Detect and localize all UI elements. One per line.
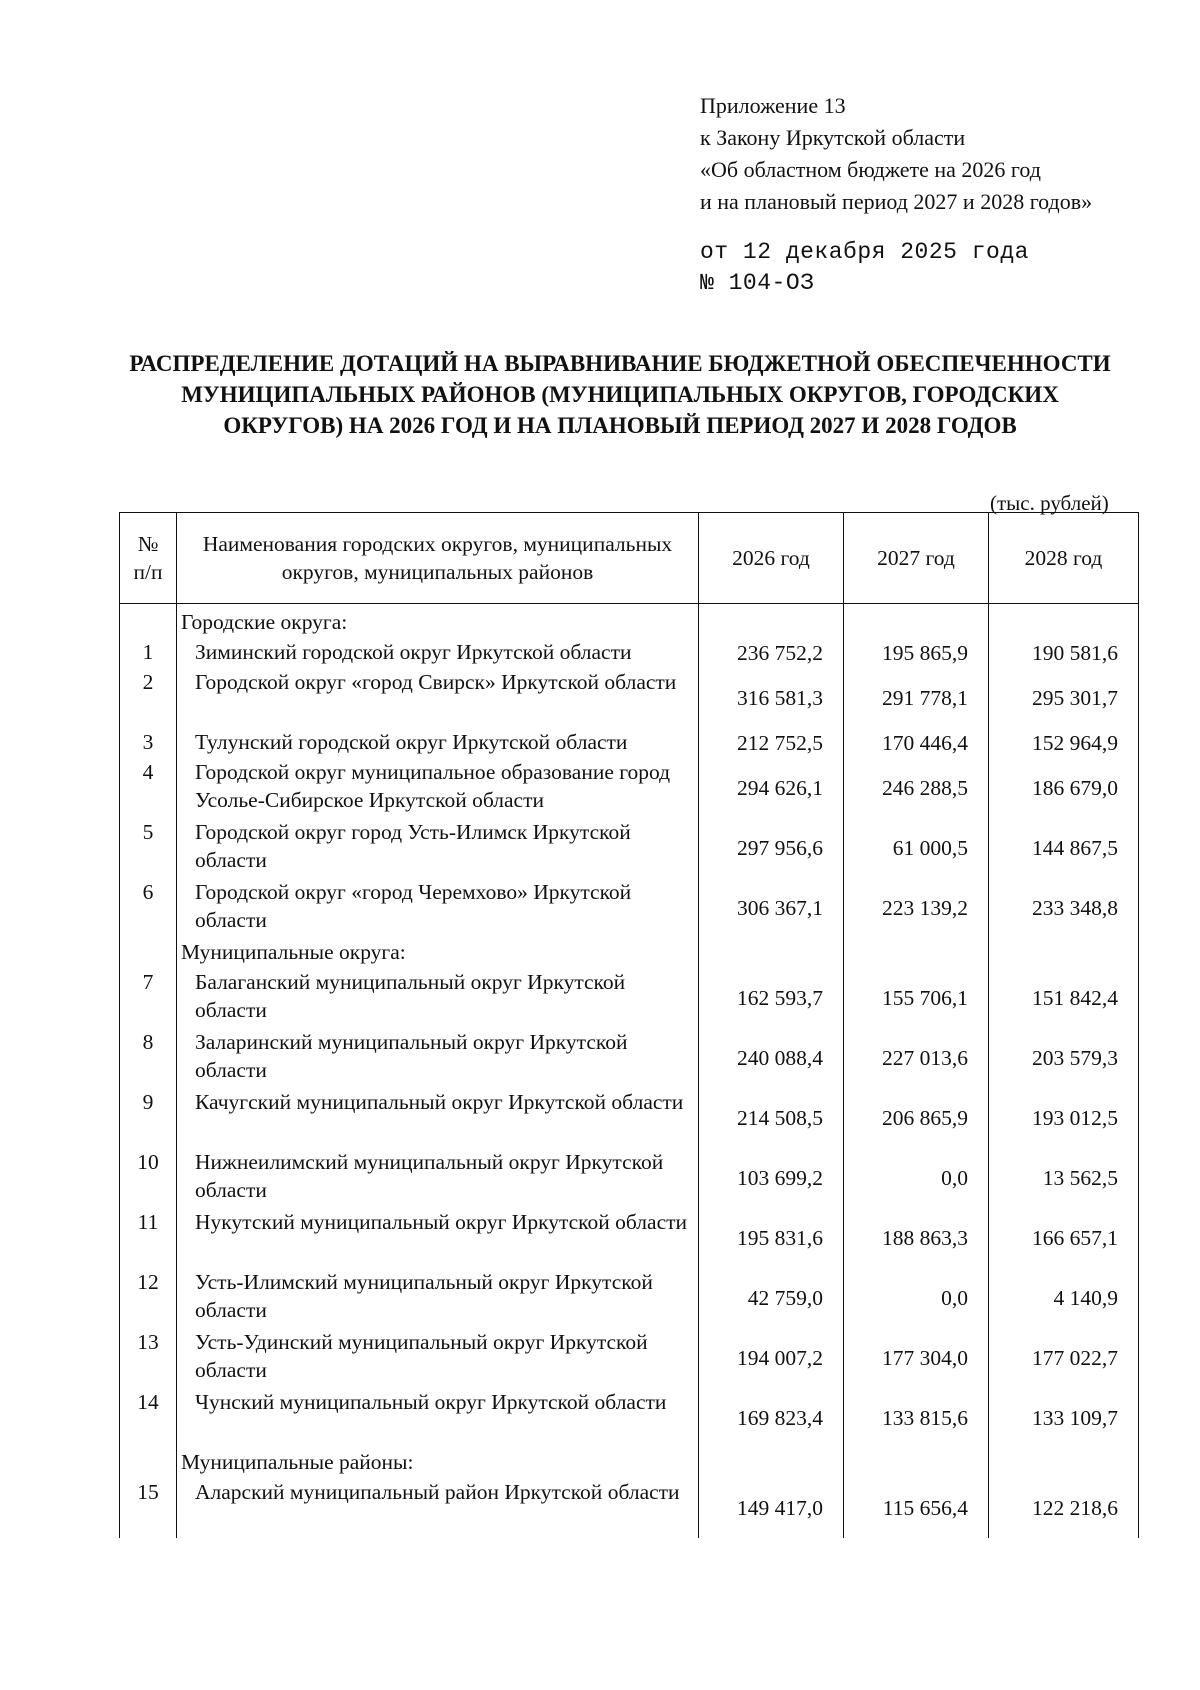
header-2027: 2027 год (844, 513, 989, 604)
row-value-2028: 203 579,3 (989, 1028, 1139, 1088)
header-number-abbr: п/п (133, 560, 163, 584)
document-title (90, 348, 1150, 441)
appendix-line: «Об областном бюджете на 2026 год (700, 157, 1041, 182)
appendix-block (700, 90, 1092, 218)
row-value-2026: 214 508,5 (699, 1088, 844, 1148)
row-value-2027: 227 013,6 (844, 1028, 989, 1088)
row-value-2026: 306 367,1 (699, 878, 844, 938)
row-value-2028: 166 657,1 (989, 1208, 1139, 1268)
row-name: Чунский муниципальный округ Иркутской области (177, 1388, 699, 1448)
units-label: (тыс. рублей) (990, 491, 1109, 515)
row-value-2028: 152 964,9 (989, 728, 1139, 758)
row-number: 1 (120, 638, 177, 668)
header-name: Наименования городских округов, муниципальных округов, муниципальных районов (177, 513, 699, 604)
table-row (120, 758, 1139, 818)
row-value-2026: 294 626,1 (699, 758, 844, 818)
row-number: 4 (120, 758, 177, 818)
row-value-2028: 186 679,0 (989, 758, 1139, 818)
row-value-2028: 4 140,9 (989, 1268, 1139, 1328)
distribution-table-wrapper (119, 512, 1138, 1538)
row-number: 2 (120, 668, 177, 728)
row-value-2027: 188 863,3 (844, 1208, 989, 1268)
row-value-2027: 155 706,1 (844, 968, 989, 1028)
row-number: 15 (120, 1478, 177, 1538)
row-number: 6 (120, 878, 177, 938)
appendix-line: Приложение 13 (700, 93, 846, 118)
row-value-2028: 122 218,6 (989, 1478, 1139, 1538)
table-header-row (120, 513, 1139, 604)
row-value-2028: 233 348,8 (989, 878, 1139, 938)
distribution-table (119, 512, 1139, 1538)
row-value-2028: 133 109,7 (989, 1388, 1139, 1448)
row-value-2028: 13 562,5 (989, 1148, 1139, 1208)
appendix-line: к Закону Иркутской области (700, 125, 966, 150)
row-value-2026: 42 759,0 (699, 1268, 844, 1328)
title-line: МУНИЦИПАЛЬНЫХ РАЙОНОВ (МУНИЦИПАЛЬНЫХ ОКРУГОВ, ГОРОДСКИХ (181, 382, 1059, 407)
row-value-2027: 246 288,5 (844, 758, 989, 818)
row-name: Нукутский муниципальный округ Иркутской области (177, 1208, 699, 1268)
row-value-2028: 295 301,7 (989, 668, 1139, 728)
row-value-2028: 193 012,5 (989, 1088, 1139, 1148)
header-2028: 2028 год (989, 513, 1139, 604)
header-number-symbol: № (137, 532, 159, 556)
row-name: Аларский муниципальный район Иркутской области (177, 1478, 699, 1538)
header-number (120, 513, 177, 604)
row-value-2026: 236 752,2 (699, 638, 844, 668)
row-number: 13 (120, 1328, 177, 1388)
row-name: Усть-Удинский муниципальный округ Иркутской области (177, 1328, 699, 1388)
row-value-2027: 291 778,1 (844, 668, 989, 728)
table-row (120, 1268, 1139, 1328)
adoption-stamp (700, 237, 1029, 299)
row-value-2026: 169 823,4 (699, 1388, 844, 1448)
row-name: Городской округ «город Свирск» Иркутской области (177, 668, 699, 728)
row-value-2026: 316 581,3 (699, 668, 844, 728)
row-number: 7 (120, 968, 177, 1028)
group-header-row (120, 604, 1139, 639)
row-value-2026: 195 831,6 (699, 1208, 844, 1268)
row-number: 5 (120, 818, 177, 878)
row-value-2028: 177 022,7 (989, 1328, 1139, 1388)
adoption-date: от 12 декабря 2025 года (700, 239, 1029, 265)
table-row (120, 818, 1139, 878)
row-number: 9 (120, 1088, 177, 1148)
table-row (120, 1478, 1139, 1538)
row-value-2026: 103 699,2 (699, 1148, 844, 1208)
row-number: 10 (120, 1148, 177, 1208)
row-name: Городской округ город Усть-Илимск Иркутской области (177, 818, 699, 878)
appendix-line: и на плановый период 2027 и 2028 годов» (700, 189, 1093, 214)
table-row (120, 968, 1139, 1028)
group-header-row (120, 1448, 1139, 1478)
table-row (120, 1328, 1139, 1388)
row-name: Тулунский городской округ Иркутской области (177, 728, 699, 758)
row-value-2026: 297 956,6 (699, 818, 844, 878)
table-row (120, 1088, 1139, 1148)
row-value-2026: 162 593,7 (699, 968, 844, 1028)
table-row (120, 1148, 1139, 1208)
group-header-row (120, 938, 1139, 968)
row-number: 3 (120, 728, 177, 758)
row-value-2027: 206 865,9 (844, 1088, 989, 1148)
row-name: Городской округ «город Черемхово» Иркутской области (177, 878, 699, 938)
row-value-2026: 240 088,4 (699, 1028, 844, 1088)
title-line: РАСПРЕДЕЛЕНИЕ ДОТАЦИЙ НА ВЫРАВНИВАНИЕ БЮДЖЕТНОЙ ОБЕСПЕЧЕННОСТИ (129, 351, 1111, 376)
table-row (120, 1388, 1139, 1448)
row-value-2026: 194 007,2 (699, 1328, 844, 1388)
adoption-number: № 104-ОЗ (700, 270, 815, 296)
table-row (120, 668, 1139, 728)
row-value-2027: 170 446,4 (844, 728, 989, 758)
row-value-2027: 115 656,4 (844, 1478, 989, 1538)
row-value-2028: 151 842,4 (989, 968, 1139, 1028)
row-value-2028: 144 867,5 (989, 818, 1139, 878)
table-row (120, 638, 1139, 668)
row-name: Нижнеилимский муниципальный округ Иркутской области (177, 1148, 699, 1208)
row-number: 11 (120, 1208, 177, 1268)
row-value-2026: 149 417,0 (699, 1478, 844, 1538)
table-row (120, 728, 1139, 758)
table-row (120, 1208, 1139, 1268)
table-row (120, 878, 1139, 938)
row-value-2027: 223 139,2 (844, 878, 989, 938)
row-number: 8 (120, 1028, 177, 1088)
row-number: 14 (120, 1388, 177, 1448)
row-value-2028: 190 581,6 (989, 638, 1139, 668)
group-label: Муниципальные районы: (177, 1448, 699, 1478)
table-row (120, 1028, 1139, 1088)
row-name: Балаганский муниципальный округ Иркутской области (177, 968, 699, 1028)
group-label: Городские округа: (177, 604, 699, 639)
row-name: Городской округ муниципальное образование город Усолье-Сибирское Иркутской области (177, 758, 699, 818)
title-line: ОКРУГОВ) НА 2026 ГОД И НА ПЛАНОВЫЙ ПЕРИОД 2027 И 2028 ГОДОВ (223, 413, 1017, 438)
row-value-2027: 133 815,6 (844, 1388, 989, 1448)
row-number: 12 (120, 1268, 177, 1328)
row-value-2027: 61 000,5 (844, 818, 989, 878)
group-label: Муниципальные округа: (177, 938, 699, 968)
row-name: Усть-Илимский муниципальный округ Иркутской области (177, 1268, 699, 1328)
row-name: Качугский муниципальный округ Иркутской области (177, 1088, 699, 1148)
row-value-2027: 177 304,0 (844, 1328, 989, 1388)
row-value-2027: 195 865,9 (844, 638, 989, 668)
row-value-2027: 0,0 (844, 1148, 989, 1208)
row-value-2026: 212 752,5 (699, 728, 844, 758)
header-2026: 2026 год (699, 513, 844, 604)
row-value-2027: 0,0 (844, 1268, 989, 1328)
row-name: Зиминский городской округ Иркутской области (177, 638, 699, 668)
row-name: Заларинский муниципальный округ Иркутской области (177, 1028, 699, 1088)
